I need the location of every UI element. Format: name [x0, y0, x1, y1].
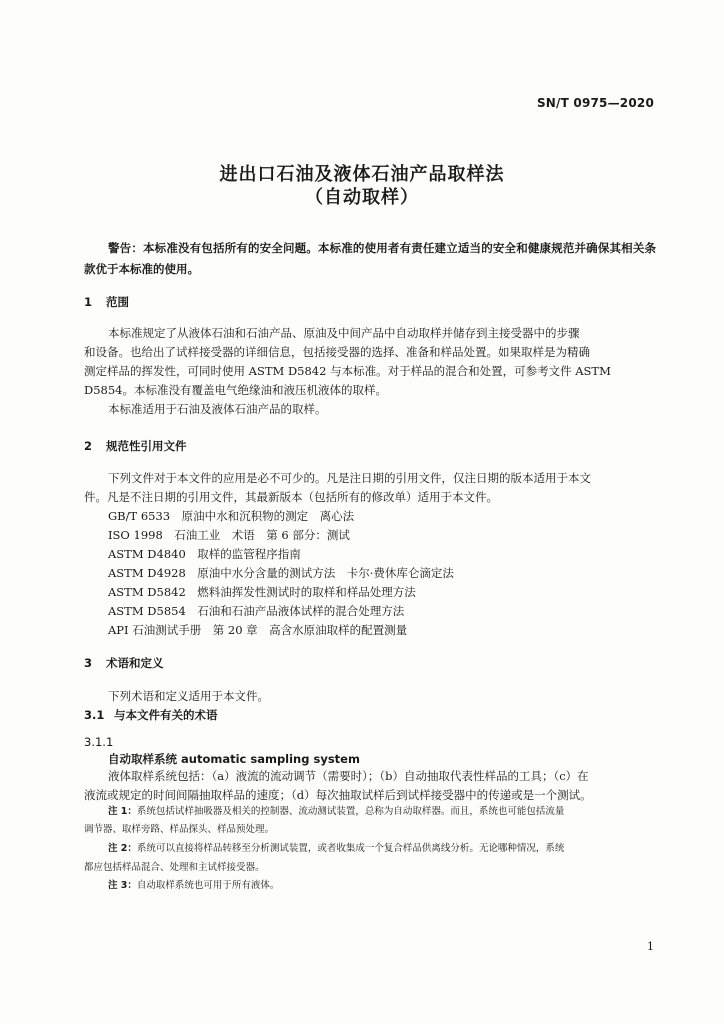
term-number: 3.1.1	[84, 735, 114, 749]
warning-paragraph: 警告：本标准没有包括所有的安全问题。本标准的使用者有责任建立适当的安全和健康规范并确保其相关条款优于本标准的使用。	[84, 241, 656, 276]
note-3	[108, 879, 688, 893]
reference-item: ASTM D4840 取样的监管程序指南	[108, 547, 301, 561]
section-1-title: 范围	[106, 295, 129, 309]
reference-item: ASTM D5854 石油和石油产品液体试样的混合处理方法	[108, 604, 405, 618]
note-label: 注 1：	[108, 806, 137, 817]
section-2-paragraph-line: 件。凡是不注日期的引用文件，其最新版本（包括所有的修改单）适用于本文件。	[84, 490, 498, 504]
section-1-paragraph-line: 本标准规定了从液体石油和石油产品、原油及中间产品中自动取样并储存到主接受器中的步骤	[108, 326, 580, 340]
reference-item: API 石油测试手册 第 20 章 高含水原油取样的配置测量	[108, 623, 408, 637]
note-label: 注 2：	[108, 843, 137, 854]
reference-item: ISO 1998 石油工业 术语 第 6 部分：测试	[108, 528, 350, 542]
note-text: 系统可以直接将样品转移至分析测试装置，或者收集成一个复合样品供离线分析。无论哪种情况，系统	[136, 843, 565, 854]
page-number: 1	[647, 940, 654, 953]
note-2-continuation: 都应包括样品混合、处理和主试样接受器。	[84, 862, 265, 873]
note-2	[108, 842, 688, 856]
subsection-3-1-number: 3.1	[84, 708, 105, 722]
subsection-3-1-heading	[84, 707, 218, 723]
reference-item: GB/T 6533 原油中水和沉积物的测定 离心法	[108, 509, 355, 523]
note-text: 系统包括试样抽吸器及相关的控制器、流动测试装置，总称为自动取样器。而且，系统也可能包括流量	[136, 806, 565, 817]
document-title: 进出口石油及液体石油产品取样法	[219, 164, 505, 185]
section-3-intro: 下列术语和定义适用于本文件。	[108, 689, 269, 703]
section-1-paragraph-line: D5854。本标准没有覆盖电气绝缘油和液压机液体的取样。	[84, 383, 387, 397]
section-2-heading	[84, 438, 187, 454]
section-1-scope-line: 本标准适用于石油及液体石油产品的取样。	[108, 402, 327, 416]
section-1-paragraph-line: 测定样品的挥发性，可同时使用 ASTM D5842 与本标准。对于样品的混合和处置，可参考文件 ASTM	[84, 364, 611, 378]
term-definition-line: 液流或规定的时间间隔抽取样品的速度；（d）每次抽取试样后到试样接受器中的传递或是一个测试。	[84, 788, 592, 802]
section-2-paragraph-line: 下列文件对于本文件的应用是必不可少的。凡是注日期的引用文件，仅注日期的版本适用于本文	[108, 471, 591, 485]
term-title: 自动取样系统 automatic sampling system	[108, 752, 360, 766]
section-2-number: 2	[84, 439, 93, 453]
section-3-heading	[84, 655, 164, 671]
note-label: 注 3：	[108, 880, 137, 891]
section-3-number: 3	[84, 656, 93, 670]
reference-item: ASTM D4928 原油中水分含量的测试方法 卡尔·费休库仑滴定法	[108, 566, 454, 580]
section-1-number: 1	[84, 295, 93, 309]
section-3-title: 术语和定义	[106, 656, 164, 670]
reference-item: ASTM D5842 燃料油挥发性测试时的取样和样品处理方法	[108, 585, 416, 599]
note-text: 自动取样系统也可用于所有液体。	[136, 880, 280, 891]
section-1-heading	[84, 294, 129, 310]
standard-number: SN/T 0975—2020	[536, 96, 654, 110]
term-definition-line: 液体取样系统包括：（a）液流的流动调节（需要时）；（b）自动抽取代表性样品的工具；（c）在	[108, 769, 589, 783]
section-1-paragraph-line: 和设备。也给出了试样接受器的详细信息，包括接受器的选择、准备和样品处置。如果取样是为精确	[84, 345, 590, 359]
section-2-title: 规范性引用文件	[106, 439, 187, 453]
note-1	[108, 805, 688, 819]
document-subtitle: （自动取样）	[305, 187, 419, 208]
note-1-continuation: 调节器、取样旁路、样品探头、样品预处理。	[84, 824, 275, 835]
subsection-3-1-title: 与本文件有关的术语	[114, 708, 218, 722]
